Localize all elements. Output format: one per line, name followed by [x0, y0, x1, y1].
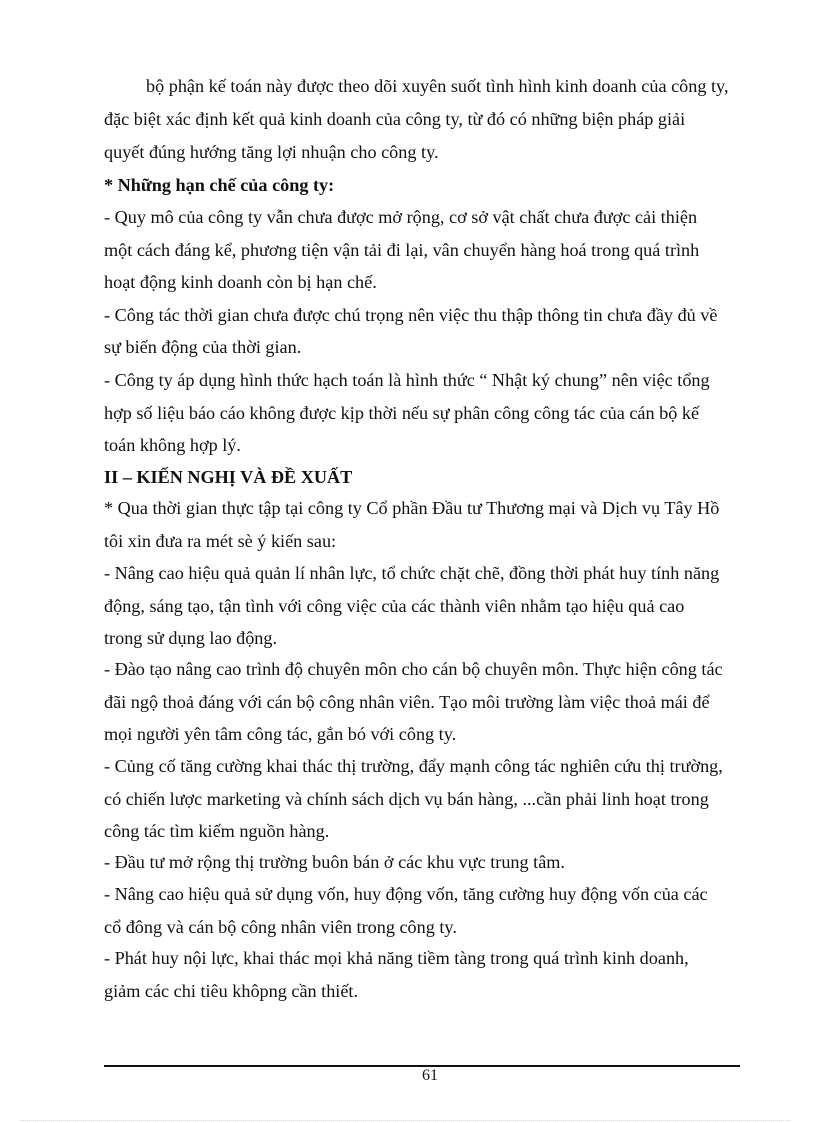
paragraph-line: có chiến lược marketing và chính sách dịch vụ bán hàng, ...cần phải linh hoạt trong — [104, 789, 709, 809]
paragraph-line: hợp số liệu báo cáo không được kịp thời nếu sự phân công công tác của cán bộ kế — [104, 403, 700, 423]
paragraph-line: - Nâng cao hiệu quả sử dụng vốn, huy động vốn, tăng cường huy động vốn của các — [104, 884, 708, 904]
section-heading-recommendations: II – KIẾN NGHỊ VÀ ĐỀ XUẤT — [104, 467, 353, 487]
paragraph-line: toán không hợp lý. — [104, 435, 241, 455]
paragraph-line: hoạt động kinh doanh còn bị hạn chế. — [104, 272, 377, 292]
paragraph-line: sự biến động của thời gian. — [104, 337, 302, 357]
paragraph-line: mọi người yên tâm công tác, gắn bó với công ty. — [104, 724, 457, 744]
paragraph-line: - Phát huy nội lực, khai thác mọi khả năng tiềm tàng trong quá trình kinh doanh, — [104, 948, 689, 968]
paragraph-line: - Nâng cao hiệu quả quản lí nhân lực, tổ chức chặt chẽ, đồng thời phát huy tính năng — [104, 563, 720, 583]
page-edge-dotted-line — [20, 1120, 790, 1121]
paragraph-line: - Công tác thời gian chưa được chú trọng nên việc thu thập thông tin chưa đầy đủ về — [104, 305, 718, 325]
paragraph-line: - Quy mô của công ty vẫn chưa được mở rộng, cơ sở vật chất chưa được cải thiện — [104, 207, 698, 227]
section-heading-limitations: * Những hạn chế của công ty: — [104, 175, 335, 195]
paragraph-line: - Công ty áp dụng hình thức hạch toán là hình thức “ Nhật ký chung” nên việc tổng — [104, 370, 710, 390]
paragraph-line: bộ phận kế toán này được theo dõi xuyên suốt tình hình kinh doanh của công ty, — [146, 76, 729, 96]
paragraph-line: tôi xin đưa ra mét sè ý kiến sau: — [104, 531, 337, 551]
paragraph-line: - Đầu tư mở rộng thị trường buôn bán ở các khu vực trung tâm. — [104, 852, 565, 872]
paragraph-line: cổ đông và cán bộ công nhân viên trong công ty. — [104, 917, 457, 937]
paragraph-line: trong sử dụng lao động. — [104, 628, 278, 648]
paragraph-line: - Củng cố tăng cường khai thác thị trường, đẩy mạnh công tác nghiên cứu thị trường, — [104, 756, 723, 776]
paragraph-line: một cách đáng kể, phương tiện vận tải đi lại, vân chuyển hàng hoá trong quá trình — [104, 240, 700, 260]
paragraph-line: quyết đúng hướng tăng lợi nhuận cho công ty. — [104, 142, 439, 162]
paragraph-line: giảm các chi tiêu khôpng cần thiết. — [104, 981, 359, 1001]
page-number: 61 — [422, 1067, 438, 1084]
paragraph-line: công tác tìm kiếm nguồn hàng. — [104, 821, 330, 841]
paragraph-line: động, sáng tạo, tận tình với công việc của các thành viên nhằm tạo hiệu quả cao — [104, 596, 685, 616]
paragraph-line: * Qua thời gian thực tập tại công ty Cổ phần Đầu tư Thương mại và Dịch vụ Tây Hồ — [104, 498, 720, 518]
paragraph-line: đãi ngộ thoả đáng với cán bộ công nhân viên. Tạo môi trường làm việc thoả mái để — [104, 692, 710, 712]
paragraph-line: - Đào tạo nâng cao trình độ chuyên môn cho cán bộ chuyên môn. Thực hiện công tác — [104, 659, 723, 679]
paragraph-line: đặc biệt xác định kết quả kinh doanh của công ty, từ đó có những biện pháp giải — [104, 109, 686, 129]
